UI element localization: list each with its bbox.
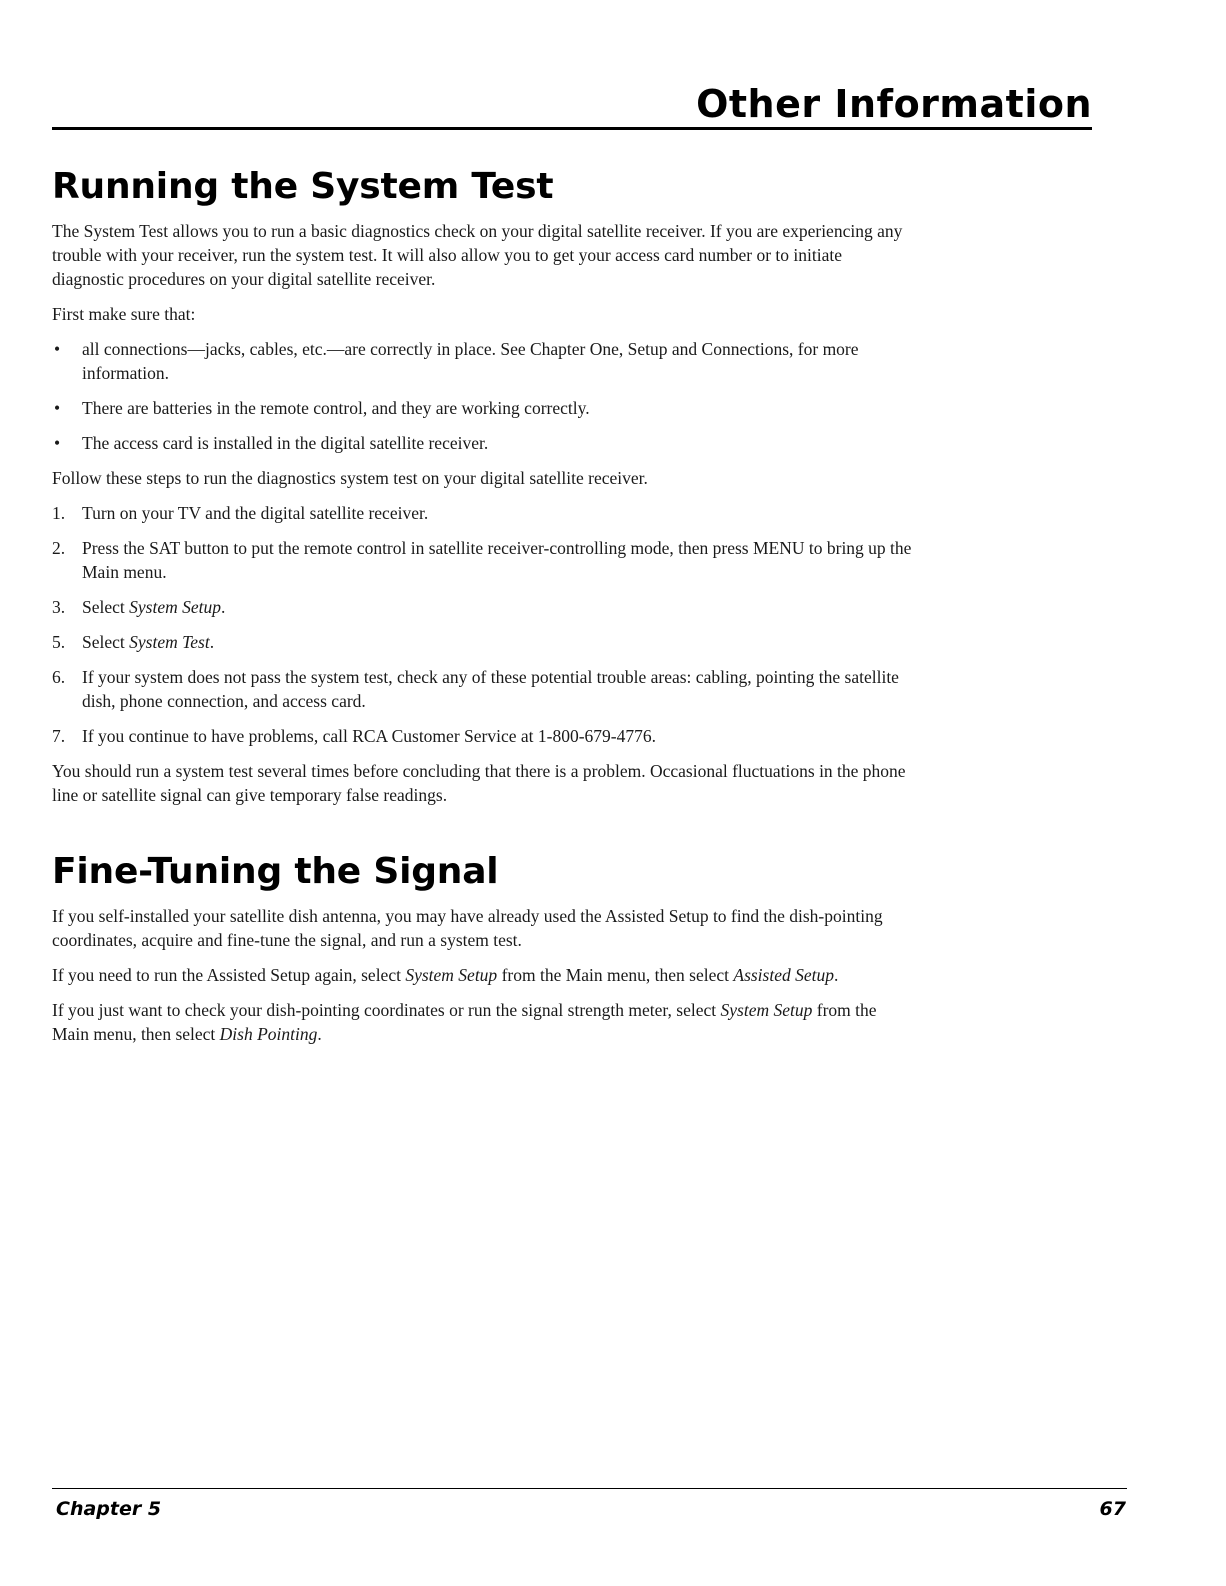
step-text-pre: Select: [82, 597, 130, 617]
step-item: [52, 724, 912, 748]
checklist-item: [52, 431, 912, 455]
p2-mid: from the Main menu, then select: [497, 965, 734, 985]
step-number: 2.: [52, 538, 66, 558]
step-item: [52, 595, 912, 619]
header-divider: [52, 127, 1092, 130]
fine-tuning-title: Fine-Tuning the Signal: [52, 851, 499, 892]
step-text: Turn on your TV and the digital satellite receiver.: [82, 503, 429, 523]
footer-divider: [52, 1488, 1127, 1489]
steps-list: [52, 501, 912, 748]
page-content: [52, 166, 912, 1057]
footer-page-number: 67: [1099, 1498, 1126, 1520]
checklist-item: [52, 396, 912, 420]
step-text-post: .: [209, 632, 215, 652]
footer-chapter: Chapter 5: [56, 1498, 162, 1520]
fine-tuning-p1: If you self-installed your satellite dish antenna, you may have already used the Assisted Setup to find the dish-pointing coordinates, acquire and fine-tune the signal, and run a system test.: [52, 906, 883, 950]
section-header: Other Information: [696, 82, 1092, 126]
first-make-sure: First make sure that:: [52, 304, 196, 324]
checklist-item-text: The access card is installed in the digital satellite receiver.: [82, 433, 489, 453]
step-text-post: .: [221, 597, 226, 617]
step-text: If your system does not pass the system test, check any of these potential trouble areas: cabling, pointing the satellite dish, phone connection, and access card.: [82, 667, 899, 711]
p3-italic-dish-pointing: Dish Pointing: [219, 1024, 318, 1044]
bullet-icon: •: [54, 433, 61, 453]
step-text: Press the SAT button to put the remote control in satellite receiver-controlling mode, then press MENU to bring up the Main menu.: [82, 538, 912, 582]
system-test-intro: The System Test allows you to run a basic diagnostics check on your digital satellite receiver. If you are experiencing any trouble with your receiver, run the system test. It will also allow you to get your access card number or to initiate diagnostic procedures on your digital satellite receiver.: [52, 221, 903, 289]
bullet-icon: •: [54, 339, 61, 359]
checklist: [52, 337, 912, 455]
checklist-item: [52, 337, 912, 385]
step-text-pre: Select: [82, 632, 130, 652]
bullet-icon: •: [54, 398, 61, 418]
step-text-italic: System Setup: [129, 597, 221, 617]
p3-pre: If you just want to check your dish-pointing coordinates or run the signal strength meter, select: [52, 1000, 721, 1020]
checklist-item-text: There are batteries in the remote control, and they are working correctly.: [82, 398, 590, 418]
checklist-item-text: all connections—jacks, cables, etc.—are correctly in place. See Chapter One, Setup and Connections, for more information.: [82, 339, 859, 383]
follow-steps: Follow these steps to run the diagnostics system test on your digital satellite receiver.: [52, 468, 648, 488]
step-number: 5.: [52, 632, 66, 652]
p3-mid: from the Main menu, then select: [52, 1000, 877, 1044]
step-item: [52, 630, 912, 654]
fine-tuning-p3: [52, 998, 912, 1046]
p2-italic-assisted-setup: Assisted Setup: [733, 965, 834, 985]
step-text-italic: System Test: [129, 632, 210, 652]
step-text: If you continue to have problems, call RCA Customer Service at 1-800-679-4776.: [82, 726, 656, 746]
step-number: 1.: [52, 503, 66, 523]
step-number: 3.: [52, 597, 66, 617]
step-number: 7.: [52, 726, 66, 746]
system-test-closing: You should run a system test several times before concluding that there is a problem. Occasional fluctuations in the phone line or satellite signal can give temporary false readings.: [52, 761, 906, 805]
fine-tuning-p2: [52, 963, 912, 987]
p3-italic-system-setup: System Setup: [720, 1000, 813, 1020]
p2-italic-system-setup: System Setup: [405, 965, 498, 985]
p2-post: .: [834, 965, 839, 985]
p2-pre: If you need to run the Assisted Setup again, select: [52, 965, 406, 985]
system-test-title: Running the System Test: [52, 166, 554, 207]
step-item: [52, 501, 912, 525]
step-item: [52, 536, 912, 584]
step-item: [52, 665, 912, 713]
step-number: 6.: [52, 667, 66, 687]
p3-post: .: [317, 1024, 322, 1044]
